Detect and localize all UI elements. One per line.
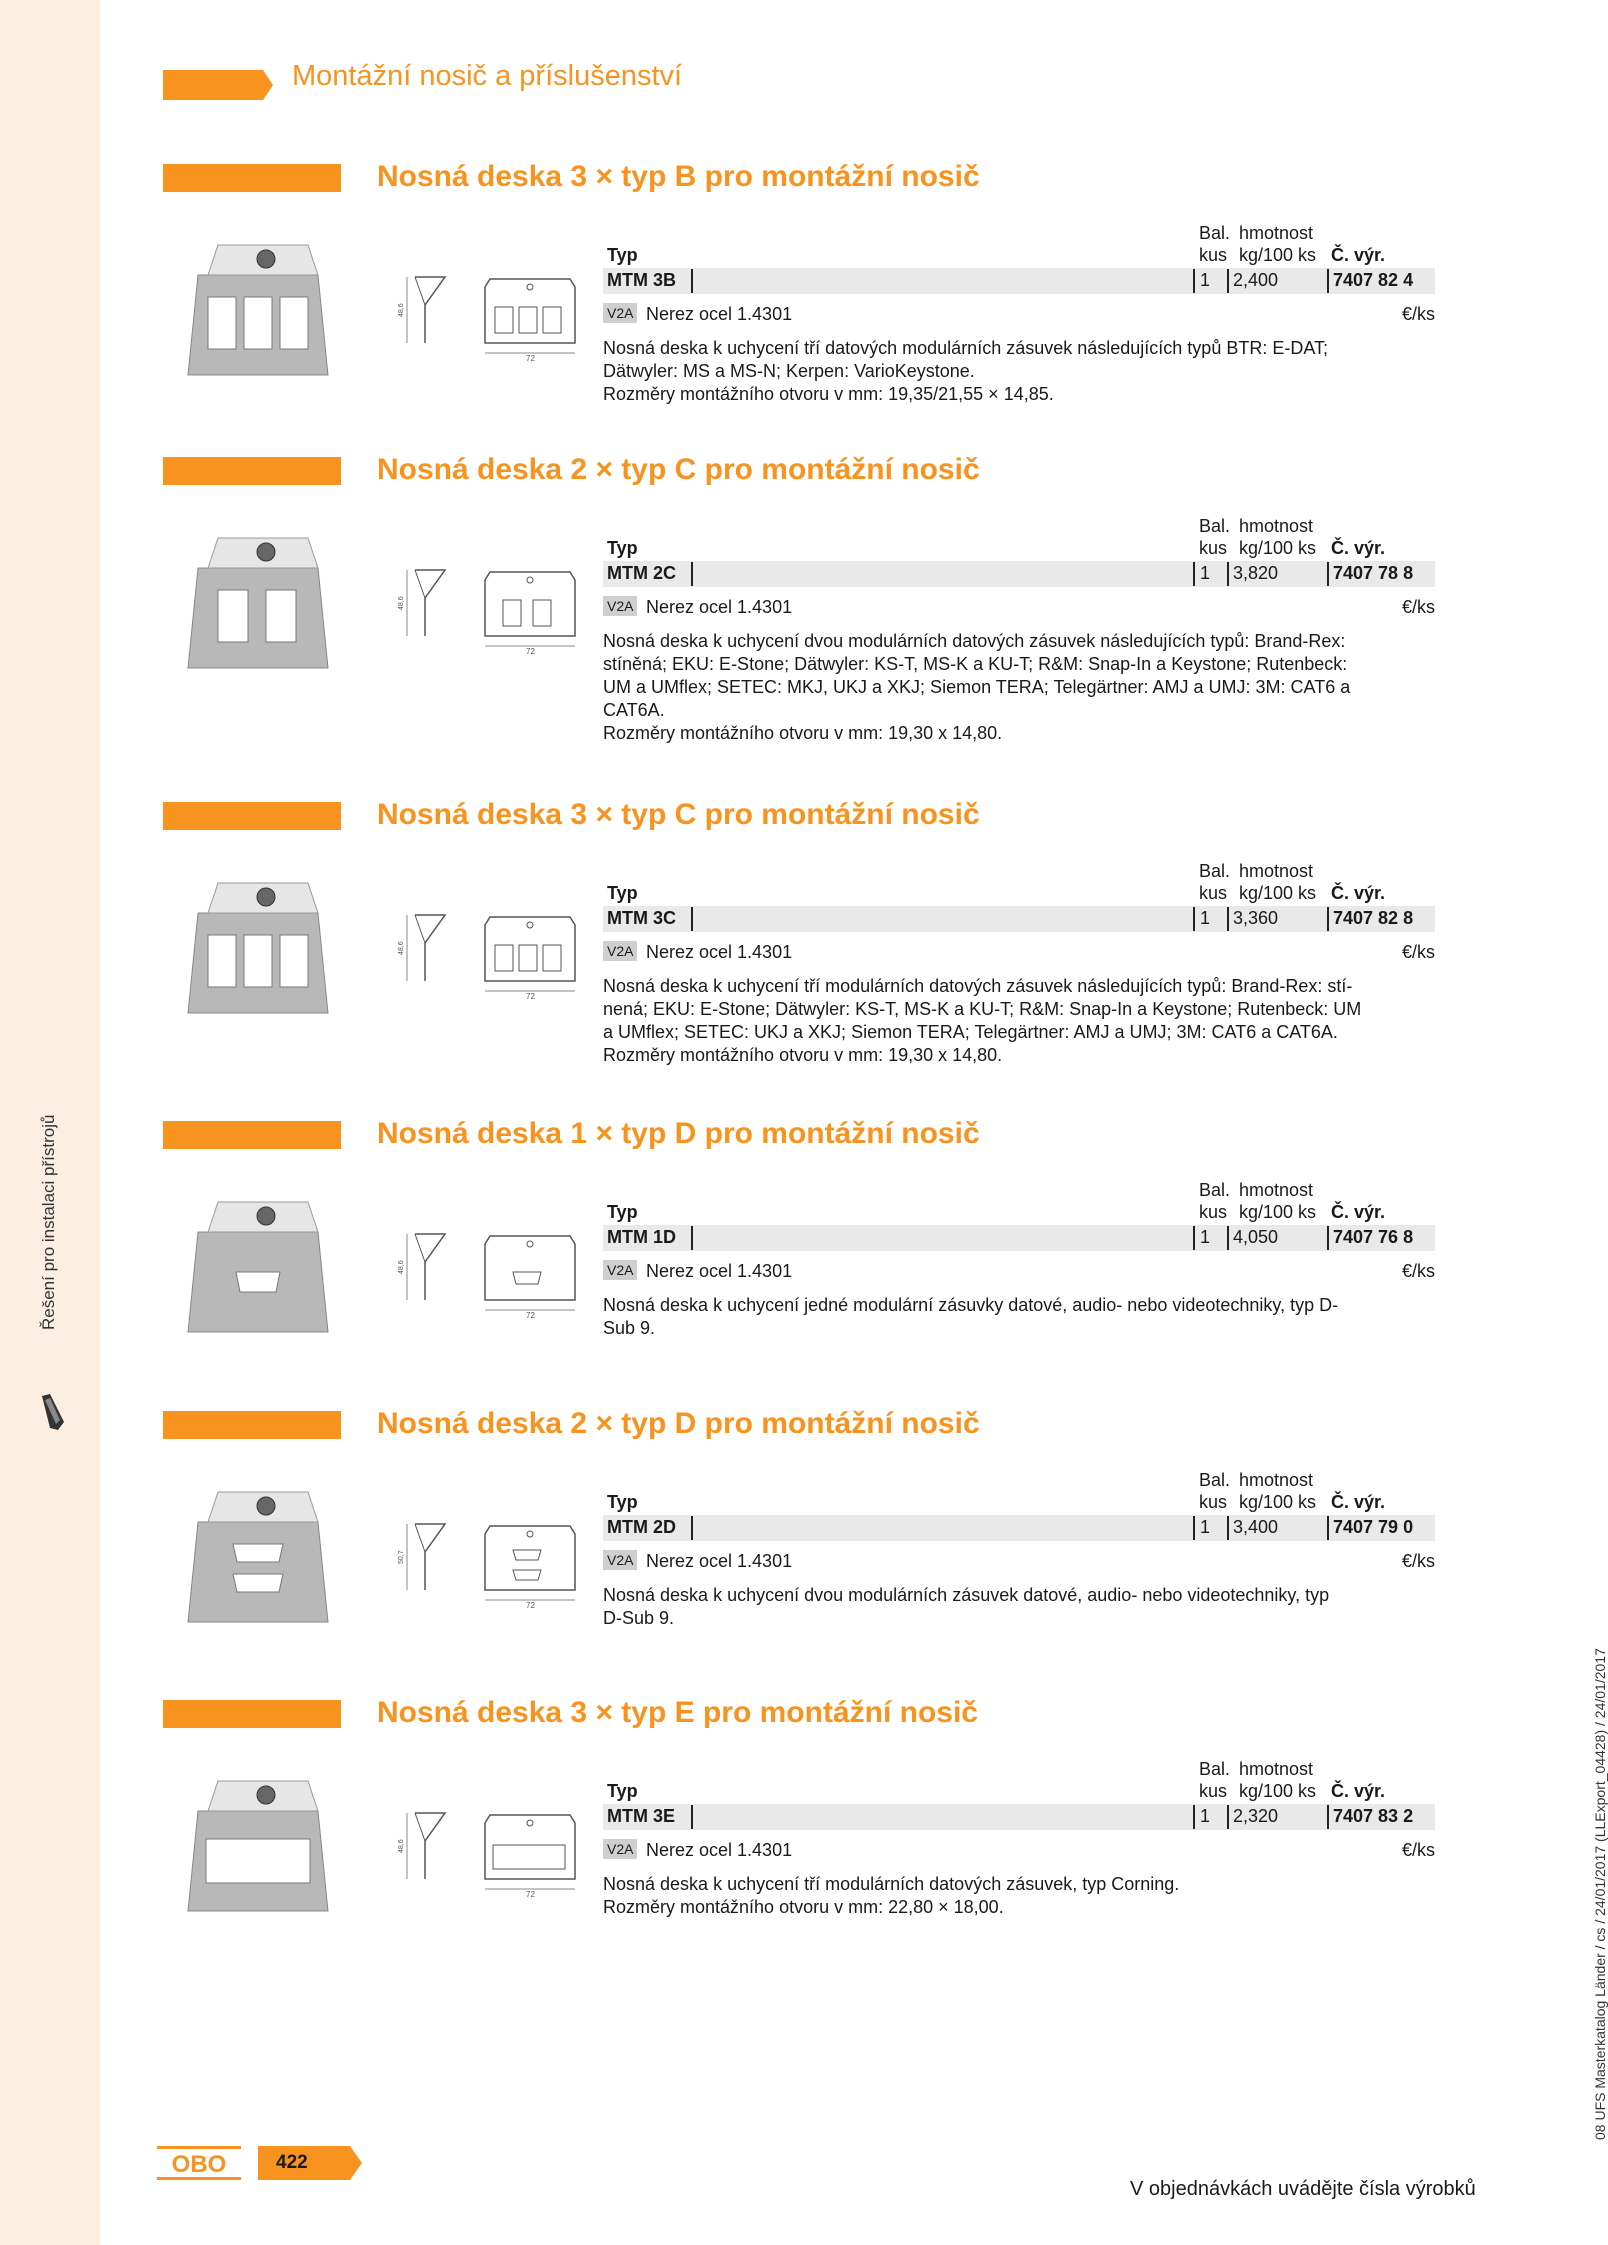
description-line: a UMflex; SETEC: UKJ a XKJ; Siemon TERA; Telegärtner: AMJ a UMJ; 3M: CAT6 a CAT6A.	[603, 1022, 1338, 1042]
section-bar	[163, 802, 341, 830]
catalog-meta: 08 UFS Masterkatalog Länder / cs / 24/01/2017 (LLExport_04428) / 24/01/2017	[1592, 1648, 1608, 2140]
table-row	[603, 1804, 1435, 1830]
svg-text:72: 72	[526, 1311, 535, 1320]
header-kus: kus	[1199, 1492, 1228, 1512]
divider	[691, 1516, 693, 1540]
material: Nerez ocel 1.4301	[646, 1261, 793, 1281]
material-row	[603, 1550, 1435, 1574]
divider	[1327, 562, 1329, 586]
divider	[691, 1805, 693, 1829]
divider	[1193, 1805, 1195, 1829]
header-hmotnost: hmotnost	[1239, 1180, 1314, 1200]
material: Nerez ocel 1.4301	[646, 942, 793, 962]
divider	[1193, 269, 1195, 293]
header-kus: kus	[1199, 538, 1228, 558]
price-unit: €/ks	[1401, 942, 1435, 962]
type-code: MTM 2C	[607, 563, 676, 583]
header-cislo: Č. výr.	[1331, 1492, 1386, 1512]
svg-text:48,6: 48,6	[398, 1839, 405, 1853]
section-title: Nosná deska 3 × typ B pro montážní nosič	[377, 160, 980, 193]
material-row	[603, 941, 1435, 965]
article-number: 7407 76 8	[1333, 1227, 1414, 1247]
divider	[1193, 1516, 1195, 1540]
divider	[1193, 1226, 1195, 1250]
type-code: MTM 2D	[607, 1517, 676, 1537]
technical-drawing	[385, 1801, 590, 1901]
tool-icon	[36, 1392, 68, 1432]
type-code: MTM 3C	[607, 908, 676, 928]
description-line: nená; EKU: E-Stone; Dätwyler: KS-T, MS-K a KU-T; R&M: Snap-In a Keystone; Rutenbeck: UM	[603, 999, 1362, 1019]
material-tag: V2A	[603, 596, 637, 616]
header-kus: kus	[1199, 883, 1228, 903]
divider	[1193, 562, 1195, 586]
header-bal: Bal.	[1199, 516, 1231, 536]
header-kg: kg/100 ks	[1239, 883, 1317, 903]
divider	[1327, 1516, 1329, 1540]
page-title: Montážní nosič a příslušenství	[292, 60, 683, 92]
section-bar	[163, 1700, 341, 1728]
pack-qty: 1	[1200, 270, 1211, 290]
header-bal: Bal.	[1199, 1180, 1231, 1200]
divider	[691, 907, 693, 931]
header-bal: Bal.	[1199, 223, 1231, 243]
divider	[1227, 1516, 1229, 1540]
article-number: 7407 78 8	[1333, 563, 1414, 583]
divider	[1193, 907, 1195, 931]
weight: 3,360	[1233, 908, 1279, 928]
footer-note: V objednávkách uvádějte čísla výrobků	[1130, 2178, 1476, 2200]
divider	[1327, 907, 1329, 931]
svg-text:48,6: 48,6	[398, 1260, 405, 1274]
table-row	[603, 1225, 1435, 1251]
section-bar	[163, 164, 341, 192]
header-cislo: Č. výr.	[1331, 1202, 1386, 1222]
header-hmotnost: hmotnost	[1239, 516, 1314, 536]
product-photo	[178, 1482, 338, 1632]
divider	[691, 562, 693, 586]
header-typ: Typ	[607, 245, 638, 265]
header-typ: Typ	[607, 1492, 638, 1512]
section-title: Nosná deska 3 × typ E pro montážní nosič	[377, 1696, 978, 1729]
technical-drawing	[385, 903, 590, 1003]
price-unit: €/ks	[1401, 1261, 1435, 1281]
type-code: MTM 1D	[607, 1227, 676, 1247]
product-photo	[178, 528, 338, 678]
header-arrow-icon	[163, 70, 273, 100]
pack-qty: 1	[1200, 1227, 1211, 1247]
header-kg: kg/100 ks	[1239, 1781, 1317, 1801]
header-kus: kus	[1199, 1202, 1228, 1222]
section-title: Nosná deska 2 × typ D pro montážní nosič	[377, 1407, 980, 1440]
header-typ: Typ	[607, 1202, 638, 1222]
header-kg: kg/100 ks	[1239, 245, 1317, 265]
section-title: Nosná deska 2 × typ C pro montážní nosič	[377, 453, 980, 486]
description-line: Dätwyler: MS a MS-N; Kerpen: VarioKeystone.	[603, 361, 975, 381]
header-kg: kg/100 ks	[1239, 1202, 1317, 1222]
divider	[1327, 269, 1329, 293]
technical-drawing	[385, 558, 590, 658]
description-line: Rozměry montážního otvoru v mm: 22,80 × 18,00.	[603, 1897, 1004, 1917]
header-kus: kus	[1199, 245, 1228, 265]
svg-text:OBO: OBO	[171, 2151, 227, 2178]
description	[603, 337, 1435, 406]
description	[603, 975, 1435, 1067]
type-code: MTM 3B	[607, 270, 676, 290]
header-kg: kg/100 ks	[1239, 538, 1317, 558]
type-code: MTM 3E	[607, 1806, 676, 1826]
material-tag: V2A	[603, 303, 637, 323]
description	[603, 1294, 1435, 1340]
material-row	[603, 1839, 1435, 1863]
svg-text:72: 72	[526, 1890, 535, 1899]
description-line: Rozměry montážního otvoru v mm: 19,35/21,55 × 14,85.	[603, 384, 1054, 404]
divider	[1227, 1226, 1229, 1250]
description-line: Sub 9.	[603, 1318, 656, 1338]
product-photo	[178, 1771, 338, 1921]
divider	[1327, 1226, 1329, 1250]
price-unit: €/ks	[1401, 1551, 1435, 1571]
divider	[1227, 269, 1229, 293]
description-line: stíněná; EKU: E-Stone; Dätwyler: KS-T, MS-K a KU-T; R&M: Snap-In a Keystone; Rutenbeck:	[603, 654, 1348, 674]
product-photo	[178, 1192, 338, 1342]
pack-qty: 1	[1200, 563, 1211, 583]
price-unit: €/ks	[1401, 597, 1435, 617]
header-kg: kg/100 ks	[1239, 1492, 1317, 1512]
divider	[691, 269, 693, 293]
material-row	[603, 596, 1435, 620]
divider	[1327, 1805, 1329, 1829]
weight: 3,820	[1233, 563, 1279, 583]
article-number: 7407 83 2	[1333, 1806, 1414, 1826]
weight: 4,050	[1233, 1227, 1279, 1247]
material-tag: V2A	[603, 1550, 637, 1570]
pack-qty: 1	[1200, 1517, 1211, 1537]
price-unit: €/ks	[1401, 304, 1435, 324]
article-number: 7407 82 4	[1333, 270, 1414, 290]
header-typ: Typ	[607, 1781, 638, 1801]
material-row	[603, 303, 1435, 327]
table-row	[603, 268, 1435, 294]
pack-qty: 1	[1200, 1806, 1211, 1826]
obo-logo	[157, 2146, 241, 2180]
description-line: CAT6A.	[603, 700, 665, 720]
description-line: Nosná deska k uchycení tří datových modulárních zásuvek následujících typů BTR: E-DAT;	[603, 338, 1329, 358]
header-typ: Typ	[607, 883, 638, 903]
header-bal: Bal.	[1199, 1470, 1231, 1490]
product-photo	[178, 235, 338, 385]
page-number: 422	[276, 2152, 308, 2173]
technical-drawing	[385, 265, 590, 365]
description-line: D-Sub 9.	[603, 1608, 675, 1628]
description-line: Rozměry montážního otvoru v mm: 19,30 x 14,80.	[603, 1045, 1003, 1065]
header-hmotnost: hmotnost	[1239, 1470, 1314, 1490]
table-row	[603, 906, 1435, 932]
section-title: Nosná deska 3 × typ C pro montážní nosič	[377, 798, 980, 831]
side-label: Řešení pro instalaci přístrojů	[39, 1114, 58, 1330]
description	[603, 630, 1435, 745]
divider	[1227, 1805, 1229, 1829]
svg-text:48,6: 48,6	[398, 941, 405, 955]
divider	[691, 1226, 693, 1250]
material-row	[603, 1260, 1435, 1284]
product-photo	[178, 873, 338, 1023]
description-line: Rozměry montážního otvoru v mm: 19,30 x 14,80.	[603, 723, 1003, 743]
header-cislo: Č. výr.	[1331, 1781, 1386, 1801]
divider	[1227, 562, 1229, 586]
svg-text:72: 72	[526, 647, 535, 656]
weight: 2,400	[1233, 270, 1279, 290]
material: Nerez ocel 1.4301	[646, 1551, 793, 1571]
section-bar	[163, 457, 341, 485]
weight: 2,320	[1233, 1806, 1279, 1826]
material-tag: V2A	[603, 1839, 637, 1859]
description	[603, 1584, 1435, 1630]
technical-drawing	[385, 1222, 590, 1322]
material-tag: V2A	[603, 1260, 637, 1280]
description-line: Nosná deska k uchycení tří modulárních datových zásuvek následujících typů: Brand-Rex: stí-	[603, 976, 1353, 996]
svg-text:50,7: 50,7	[398, 1550, 405, 1564]
header-hmotnost: hmotnost	[1239, 861, 1314, 881]
material: Nerez ocel 1.4301	[646, 304, 793, 324]
description-line: UM a UMflex; SETEC: MKJ, UKJ a XKJ; Siemon TERA; Telegärtner: AMJ a UMJ: 3M: CAT6 a	[603, 677, 1351, 697]
weight: 3,400	[1233, 1517, 1279, 1537]
technical-drawing	[385, 1512, 590, 1612]
description-line: Nosná deska k uchycení tří modulárních datových zásuvek, typ Corning.	[603, 1874, 1180, 1894]
svg-text:48,6: 48,6	[398, 596, 405, 610]
header-cislo: Č. výr.	[1331, 245, 1386, 265]
header-hmotnost: hmotnost	[1239, 1759, 1314, 1779]
article-number: 7407 79 0	[1333, 1517, 1414, 1537]
svg-text:72: 72	[526, 354, 535, 363]
svg-text:72: 72	[526, 992, 535, 1001]
header-cislo: Č. výr.	[1331, 883, 1386, 903]
description-line: Nosná deska k uchycení dvou modulárních datových zásuvek následujících typů: Brand-Rex:	[603, 631, 1346, 651]
material: Nerez ocel 1.4301	[646, 597, 793, 617]
header-bal: Bal.	[1199, 861, 1231, 881]
section-bar	[163, 1121, 341, 1149]
article-number: 7407 82 8	[1333, 908, 1414, 928]
material: Nerez ocel 1.4301	[646, 1840, 793, 1860]
pack-qty: 1	[1200, 908, 1211, 928]
table-row	[603, 561, 1435, 587]
svg-text:48,6: 48,6	[398, 303, 405, 317]
header-hmotnost: hmotnost	[1239, 223, 1314, 243]
page-badge	[258, 2146, 362, 2180]
svg-text:72: 72	[526, 1601, 535, 1610]
description-line: Nosná deska k uchycení jedné modulární zásuvky datové, audio- nebo videotechniky, typ D-	[603, 1295, 1339, 1315]
divider	[1227, 907, 1229, 931]
description-line: Nosná deska k uchycení dvou modulárních zásuvek datové, audio- nebo videotechniky, typ	[603, 1585, 1330, 1605]
section-bar	[163, 1411, 341, 1439]
material-tag: V2A	[603, 941, 637, 961]
description	[603, 1873, 1435, 1919]
header-cislo: Č. výr.	[1331, 538, 1386, 558]
header-bal: Bal.	[1199, 1759, 1231, 1779]
header-kus: kus	[1199, 1781, 1228, 1801]
section-title: Nosná deska 1 × typ D pro montážní nosič	[377, 1117, 980, 1150]
price-unit: €/ks	[1401, 1840, 1435, 1860]
header-typ: Typ	[607, 538, 638, 558]
table-row	[603, 1515, 1435, 1541]
